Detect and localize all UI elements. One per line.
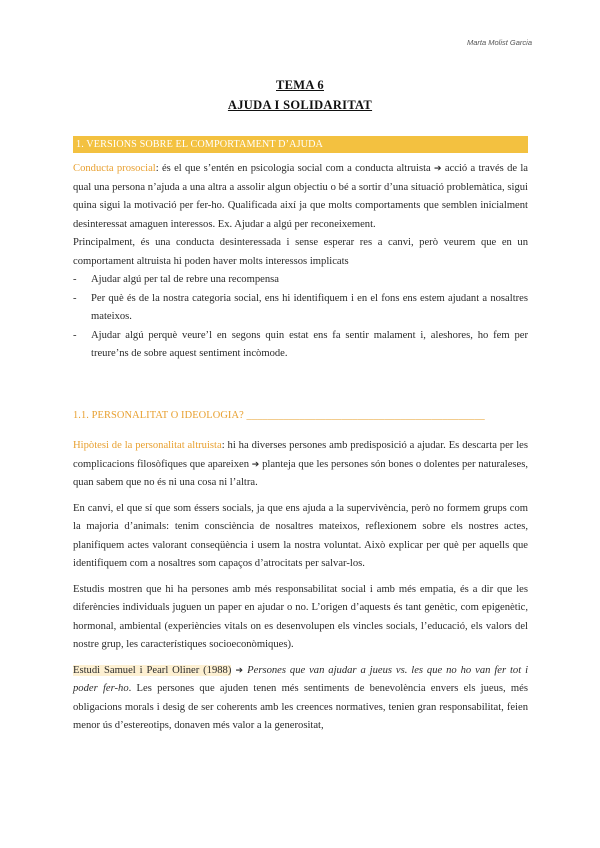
paragraph: Principalment, és una conducta desinteressada i sense esperar res a canvi, però veurem que en un comportament altruista hi poden haver molts interessos implicats (73, 237, 528, 267)
topic-title: TEMA 6 (276, 78, 324, 92)
heading-rule: _____________________________________________ (246, 410, 485, 421)
section-1-body (73, 160, 528, 364)
prosocial-definition: Conducta prosocial: és el que s’entén en psicologia social com a conducta altruista ➔ acció a través de la qual una persona n’ajuda a una altra a assolir algun objectiu o bé a sortir d’una situació problemàtica, sigui quina sigui la motivació per fer-ho. Qualificada així ja que molts comportaments que semblen inicialment desinteressat amaguen interessos. Ex. Ajudar a algú per reconeixement. (73, 163, 528, 230)
list-item: - Per què és de la nostra categoria social, ens hi identifiquem i en el fons ens estem ajudant a nosaltres mateixos. (73, 290, 528, 327)
arrow-icon: ➔ (231, 665, 248, 676)
bullet-list (73, 271, 528, 364)
list-item: - Ajudar algú per tal de rebre una recompensa (73, 271, 528, 290)
paragraph: En canvi, el que sí que som éssers socials, ja que ens ajuda a la supervivència, però no formem grups com la majoria d’animals: tenim consciència de nosaltres mateixos, reflexionem sobre els nostres actes, planifiquem actes valorant conseqüència i usem la nostra voluntat. Això explicar per què per aquells que identifiquem com a nosaltres som capaços d’atrocitats per salvar-los. (73, 502, 528, 569)
arrow-icon: ➔ (251, 459, 260, 470)
topic-subtitle: AJUDA I SOLIDARITAT (227, 98, 373, 112)
section-heading-1: 1. VERSIONS SOBRE EL COMPORTAMENT D’AJUDA (73, 136, 528, 153)
study-reference: Estudi Samuel i Pearl Oliner (1988) (73, 664, 232, 676)
term-prosocial: Conducta prosocial (73, 163, 156, 174)
section-1-1-body (73, 437, 528, 736)
study-paragraph: Estudi Samuel i Pearl Oliner (1988) ➔ Persones que van ajudar a jueus vs. les que no ho van fer tot i poder fer-ho. Les persones que ajuden tenen més sentiments de benevolència envers els jueus, més obligacions morals i desig de ser coherents amb les creences normatives, tenien gran responsabilitat, feien menor ús d’estereotips, donaven més valor a la generositat, (73, 664, 529, 731)
list-item: - Ajudar algú perquè veure’l en segons quin estat ens fa sentir malament i, aleshores, ho fem per treure’ns de sobre aquest sentiment incòmode. (73, 327, 528, 364)
hypothesis-paragraph: Hipòtesi de la personalitat altruista: hi ha diverses persones amb predisposició a ajudar. Es descarta per les complicacions filosòfiques que apareixen ➔ planteja que les persones són bones o dolentes per naturaleses, quan sabem que no és ni una cosa ni l’altra. (73, 440, 528, 488)
paragraph: Estudis mostren que hi ha persones amb més responsabilitat social i amb més empatia, és a dir que les diferències individuals juguen un paper en ajudar o no. L’origen d’aquests és tant genètic, com epigenètic, hormonal, ambiental (experiències vitals on es desenvolupen els vincles socials, l’educació, els valors del nostre grup, les característiques socioeconòmiques). (73, 583, 528, 650)
author-name: Marta Molist Garcia (466, 38, 532, 47)
arrow-icon: ➔ (434, 164, 442, 174)
section-heading-1-1: 1.1. PERSONALITAT O IDEOLOGIA? _____________________________________________ (73, 410, 485, 421)
term-hypothesis: Hipòtesi de la personalitat altruista (73, 440, 222, 451)
